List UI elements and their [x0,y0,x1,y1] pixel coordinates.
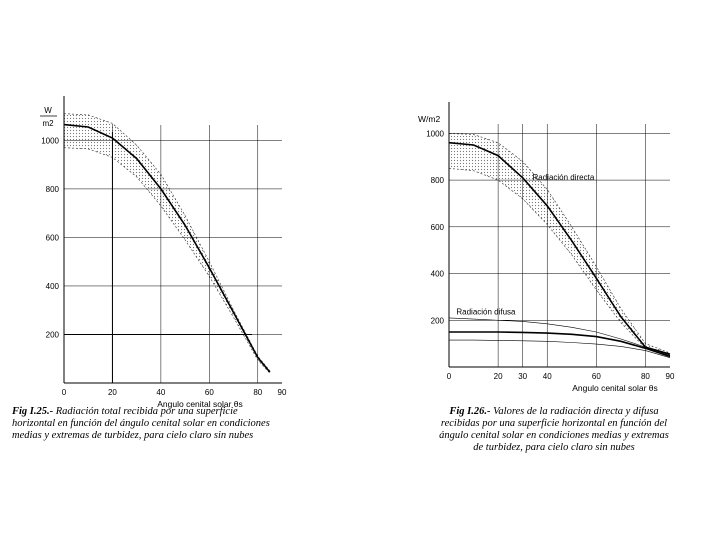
caption-fig-1-26-number: Fig I.26.- [449,406,491,417]
caption-fig-1-26-line-4: de turbidez, para cielo claro sin nubes [473,442,635,453]
x-tick-label: 40 [542,372,552,381]
y-unit-denominator: m2 [42,119,54,128]
y-tick-label: 800 [430,176,444,186]
y-tick-label: 400 [430,269,444,279]
caption-fig-1-26-line-1: Valores de la radiación directa y difusa [490,406,659,417]
x-tick-label: 0 [61,388,67,397]
y-tick-label: 800 [45,184,59,194]
x-axis-label: Angulo cenital solar θs [157,399,243,409]
caption-fig-1-25-line-1: Radiación total recibida por una superficie [53,406,238,417]
caption-fig-1-25-number: Fig I.25.- [12,406,54,417]
x-tick-label: 90 [665,372,675,381]
band-lower-edge [64,148,270,374]
caption-fig-1-25-line-2: horizontal en función del ángulo cenital solar en condiciones [12,418,270,429]
y-unit-numerator: W [44,106,52,115]
y-tick-label: 400 [45,281,59,291]
series-annotation: Radiación difusa [456,307,516,317]
caption-fig-1-26 [404,406,704,454]
band-upper-edge [64,114,270,371]
x-tick-label: 30 [518,372,528,381]
x-tick-label: 80 [253,388,263,397]
turbidity-band [449,133,670,355]
x-tick-label: 60 [204,388,214,397]
y-tick-label: 200 [430,316,444,326]
caption-fig-1-26-line-3: ángulo cenital solar en condiciones medias y extremas [439,430,669,441]
x-tick-label: 20 [107,388,117,397]
y-tick-label: 200 [45,330,59,340]
y-tick-label: 1000 [426,129,444,139]
chart-fig-1-25 [40,96,287,409]
band-lower-edge [449,168,670,355]
chart-fig-1-26 [418,102,675,393]
y-tick-label: 1000 [41,136,59,146]
x-tick-label: 20 [493,372,503,381]
x-tick-label: 80 [640,372,650,381]
series-annotation: Radiación directa [532,173,595,183]
y-tick-label: 600 [45,233,59,243]
x-tick-label: 90 [277,388,287,397]
x-tick-label: 40 [156,388,166,397]
x-tick-label: 0 [446,372,452,381]
caption-fig-1-25-line-3: medias y extremas de turbidez, para cielo claro sin nubes [12,430,254,441]
y-axis-label: W/m2 [418,114,441,124]
x-axis-label: Angulo cenital solar θs [572,383,658,393]
caption-fig-1-25 [12,406,352,442]
series-line [449,340,670,358]
caption-fig-1-26-line-2: recibidas por una superficie horizontal en función del [440,418,668,429]
y-tick-label: 600 [430,222,444,232]
x-tick-label: 60 [591,372,601,381]
